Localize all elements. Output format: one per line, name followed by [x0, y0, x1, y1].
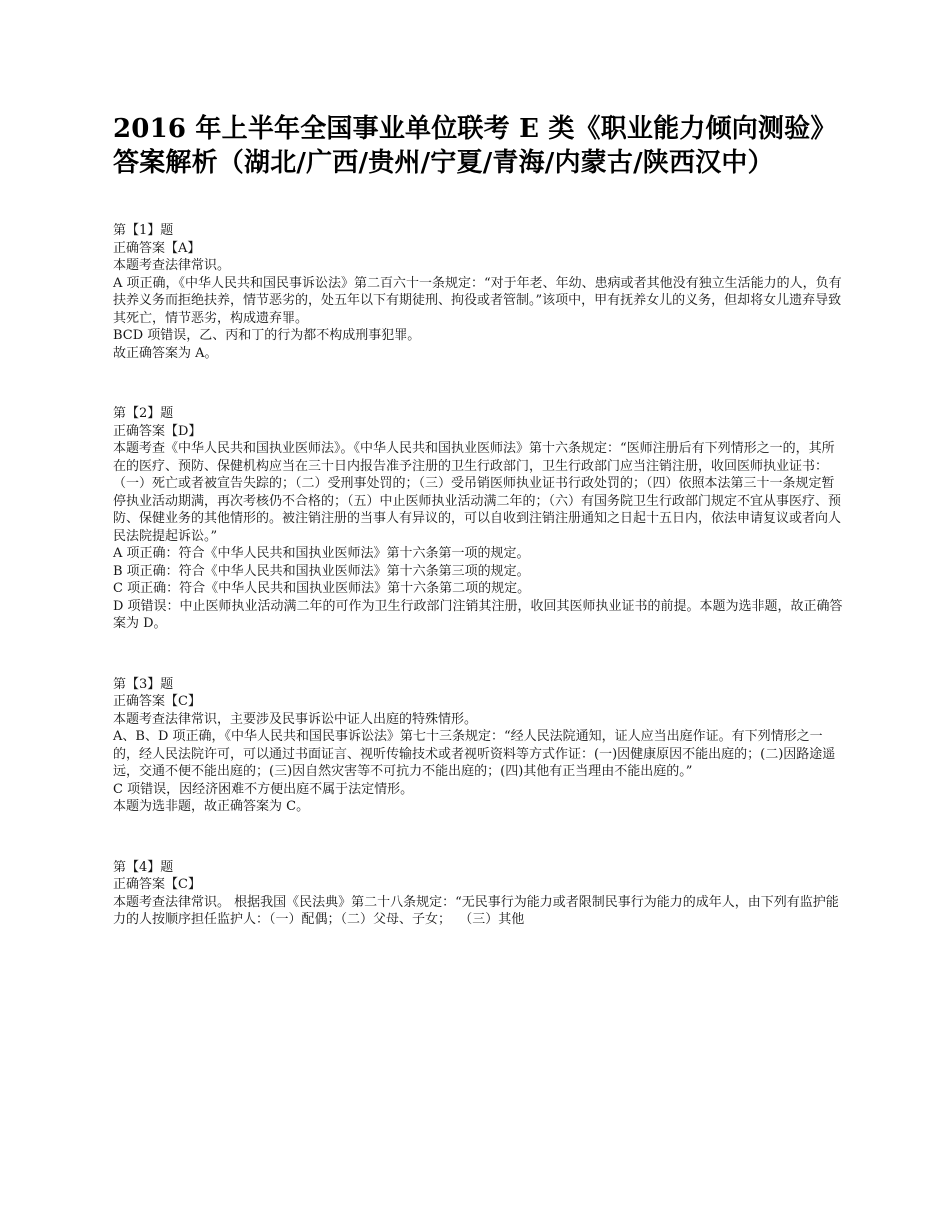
question-1: [113, 222, 843, 362]
question-2: [113, 405, 843, 633]
correct-answer: 正确答案【A】: [113, 240, 201, 256]
explanation-line: BCD 项错误，乙、丙和丁的行为都不构成刑事犯罪。: [113, 328, 421, 343]
explanation-line: A 项正确，《中华人民共和国民事诉讼法》第二百六十一条规定：“对于年老、年幼、患病或者其他没有独立生活能力的人，负有扶养义务而拒绝扶养，情节恶劣的，处五年以下有期徒刑、拘役或者管制。”该项中，甲有抚养女儿的义务，但却将女儿遗弃导致其死亡，情节恶劣，构成遗弃罪。: [113, 275, 842, 326]
question-heading: 第【4】题: [113, 859, 174, 875]
correct-answer: 正确答案【C】: [113, 694, 201, 709]
explanation-line: B 项正确：符合《中华人民共和国执业医师法》第十六条第三项的规定。: [113, 563, 530, 579]
explanation-line: C 项错误，因经济困难不方便出庭不属于法定情形。: [113, 781, 414, 797]
explanation-line: A、B、D 项正确，《中华人民共和国民事诉讼法》第七十三条规定：“经人民法院通知，证人应当出庭作证。有下列情形之一的，经人民法院许可，可以通过书面证言、视听传输技术或者视听资料等方式作证：(一)因健康原因不能出庭的；(二)因路途遥远，交通不便不能出庭的；(三)因自然灾害等不可抗力不能出庭的；(四)其他有正当理由不能出庭的。”: [113, 729, 836, 779]
correct-answer: 正确答案【C】: [113, 877, 201, 892]
document-page: [113, 112, 843, 972]
explanation-line: A 项正确：符合《中华人民共和国执业医师法》第十六条第一项的规定。: [113, 546, 530, 561]
document-title: 2016 年上半年全国事业单位联考 E 类《职业能力倾向测验》答案解析（湖北/广西/贵州/宁夏/青海/内蒙古/陕西汉中）: [113, 114, 837, 178]
question-heading: 第【3】题: [113, 676, 174, 692]
explanation-line: 本题考查法律常识，主要涉及民事诉讼中证人出庭的特殊情形。: [113, 711, 478, 727]
explanation-line: C 项正确：符合《中华人民共和国执业医师法》第十六条第二项的规定。: [113, 581, 531, 596]
explanation-line: 本题为选非题，故正确答案为 C。: [113, 799, 310, 814]
question-3: [113, 676, 843, 816]
explanation-line: 本题考查法律常识。: [113, 258, 231, 273]
explanation-line: D 项错误：中止医师执业活动满二年的可作为卫生行政部门注销其注册，收回其医师执业证书的前提。本题为选非题，故正确答案为 D。: [113, 598, 843, 631]
explanation-line: 本题考查《中华人民共和国执业医师法》。《中华人民共和国执业医师法》第十六条规定：“医师注册后有下列情形之一的，其所在的医疗、预防、保健机构应当在三十日内报告准予注册的卫生行政部门，卫生行政部门应当注销注册，收回医师执业证书：（一）死亡或者被宣告失踪的；（二）受刑事处罚的；（三）受吊销医师执业证书行政处罚的；（四）依照本法第三十一条规定暂停执业活动期满，再次考核仍不合格的；（五）中止医师执业活动满二年的；（六）有国务院卫生行政部门规定不宜从事医疗、预防、保健业务的其他情形的。被注销注册的当事人有异议的，可以自收到注销注册通知之日起十五日内，依法申请复议或者向人民法院提起诉讼。”: [113, 441, 842, 544]
question-heading: 第【2】题: [113, 406, 174, 421]
explanation-line: 本题考查法律常识。 根据我国《民法典》第二十八条规定：“无民事行为能力或者限制民事行为能力的成年人，由下列有监护能力的人按顺序担任监护人：（一）配偶；（二）父母、子女； （三）其他: [113, 894, 839, 927]
question-4: [113, 859, 843, 929]
correct-answer: 正确答案【D】: [113, 423, 202, 439]
explanation-line: 故正确答案为 A。: [113, 345, 218, 361]
question-heading: 第【1】题: [113, 223, 174, 238]
